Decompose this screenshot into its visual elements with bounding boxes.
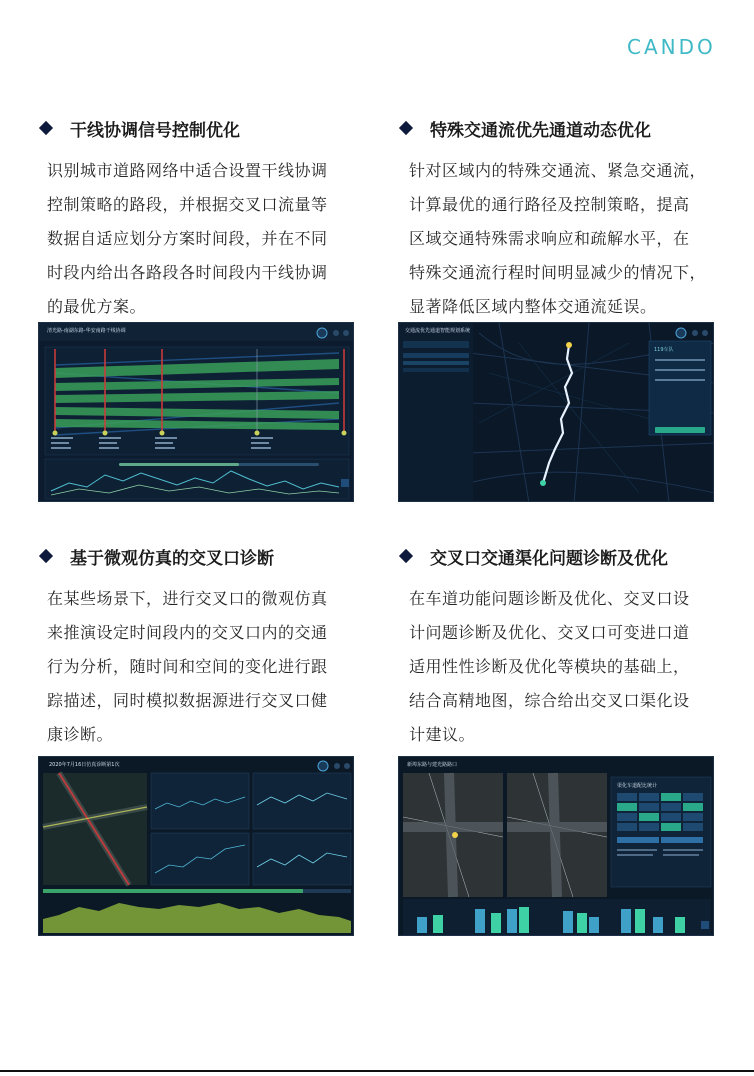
section-priority-corridor [398, 114, 748, 324]
page-bottom-rule [0, 1070, 754, 1072]
side-panel-label: 119车队 [654, 347, 674, 353]
screenshot-title: 2020年7月16日仿真诊断第1次 [49, 762, 120, 768]
section-channelization [398, 542, 748, 752]
diamond-bullet-icon [39, 121, 53, 135]
section-title: 特殊交通流优先通道动态优化 [430, 120, 651, 141]
diamond-bullet-icon [39, 549, 53, 563]
cando-logo [627, 34, 719, 58]
screenshot-title: 新埠东路与建光路路口 [407, 762, 458, 768]
section-title: 基于微观仿真的交叉口诊断 [70, 548, 274, 569]
diamond-bullet-icon [399, 549, 413, 563]
screenshot-title: 交通流优先通道智能规划系统 [405, 328, 471, 334]
logo-text: CANDO [627, 35, 716, 58]
screenshot-priority-corridor [398, 322, 714, 502]
panel-title: 渠化车道配比统计 [617, 783, 658, 789]
section-body: 在某些场景下，进行交叉口的微观仿真 来推演设定时间段内的交叉口内的交通 行为分析，随时间和空间的变化进行跟 踪描述，同时模拟数据源进行交叉口健 康诊断。 [47, 589, 328, 744]
section-body: 在车道功能问题诊断及优化、交叉口设 计问题诊断及优化、交叉口可变进口道 适用性性诊断及优化等模块的基础上， 结合高精地图，综合给出交叉口渠化设 计建议。 [409, 589, 690, 744]
section-body: 识别城市道路网络中适合设置干线协调 控制策略的路段，并根据交叉口流量等 数据自适应划分方案时间段，并在不同 时段内给出各路段各时间段内干线协调 的最优方案。 [47, 161, 328, 316]
screenshot-arterial-coordination [38, 322, 354, 502]
section-micro-simulation [38, 542, 378, 752]
section-body: 针对区域内的特殊交通流、紧急交通流， 计算最优的通行路径及控制策略，提高 区域交通特殊需求响应和疏解水平，在 特殊交通流行程时间明显减少的情况下， 显著降低区域内整体交通流延误。 [409, 161, 707, 316]
screenshot-micro-simulation [38, 756, 354, 936]
diamond-bullet-icon [399, 121, 413, 135]
section-title: 交叉口交通渠化问题诊断及优化 [430, 548, 668, 569]
screenshot-channelization [398, 756, 714, 936]
screenshot-title: 清光路-南湖东路-华安南路干线协调 [47, 328, 126, 334]
section-arterial-coordination [38, 114, 378, 324]
section-title: 干线协调信号控制优化 [70, 120, 240, 141]
